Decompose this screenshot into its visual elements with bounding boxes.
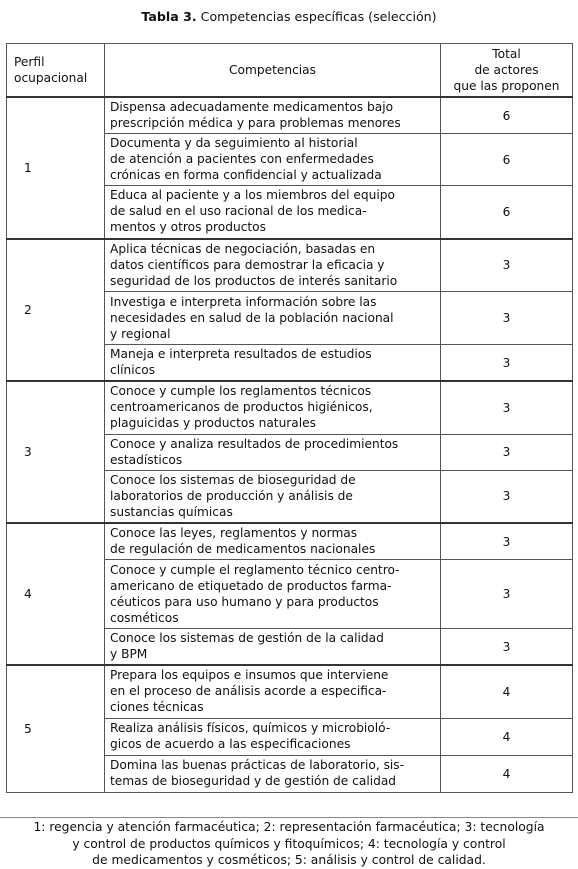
- perfil-cell: 1: [7, 97, 105, 239]
- competencia-cell: Conoce y cumple el reglamento técnico centro- americano de etiquetado de productos farma- céuticos para uso humano y para productos cosméticos: [105, 560, 441, 629]
- total-cell: 3: [441, 345, 573, 382]
- total-cell: 6: [441, 186, 573, 239]
- total-cell: 4: [441, 665, 573, 718]
- table-row: [7, 97, 573, 134]
- header-perfil: Perfil ocupacional: [7, 44, 105, 98]
- total-cell: 3: [441, 239, 573, 292]
- total-cell: 6: [441, 134, 573, 186]
- competencia-cell: Investiga e interpreta información sobre las necesidades en salud de la población nacional y regional: [105, 292, 441, 345]
- table-row: [7, 523, 573, 560]
- total-cell: 3: [441, 523, 573, 560]
- competencia-cell: Conoce los sistemas de bioseguridad de laboratorios de producción y análisis de sustancias químicas: [105, 470, 441, 523]
- competencia-cell: Conoce las leyes, reglamentos y normas de regulación de medicamentos nacionales: [105, 523, 441, 560]
- competencia-cell: Dispensa adecuadamente medicamentos bajo prescripción médica y para problemas menores: [105, 97, 441, 134]
- perfil-cell: 2: [7, 239, 105, 382]
- competencia-cell: Prepara los equipos e insumos que interviene en el proceso de análisis acorde a especifica- ciones técnicas: [105, 665, 441, 718]
- competencia-cell: Domina las buenas prácticas de laboratorio, sis- temas de bioseguridad y de gestión de calidad: [105, 755, 441, 792]
- header-total: Total de actores que las proponen: [441, 44, 573, 98]
- competencias-table: [6, 43, 573, 793]
- total-cell: 4: [441, 718, 573, 755]
- header-row: [7, 44, 573, 98]
- total-cell: 3: [441, 629, 573, 666]
- competencia-cell: Realiza análisis físicos, químicos y microbioló- gicos de acuerdo a las especificaciones: [105, 718, 441, 755]
- header-competencias: Competencias: [105, 44, 441, 98]
- perfil-cell: 3: [7, 381, 105, 523]
- total-cell: 4: [441, 755, 573, 792]
- total-cell: 3: [441, 381, 573, 434]
- table-row: [7, 239, 573, 292]
- table-row: [7, 381, 573, 434]
- competencia-cell: Maneja e interpreta resultados de estudios clínicos: [105, 345, 441, 382]
- competencia-cell: Educa al paciente y a los miembros del equipo de salud en el uso racional de los medica- mentos y otros productos: [105, 186, 441, 239]
- perfil-cell: 4: [7, 523, 105, 665]
- table-row: [7, 665, 573, 718]
- total-cell: 3: [441, 560, 573, 629]
- competencia-cell: Documenta y da seguimiento al historial de atención a pacientes con enfermedades crónicas en forma confidencial y actualizada: [105, 134, 441, 186]
- competencia-cell: Conoce y cumple los reglamentos técnicos centroamericanos de productos higiénicos, plaguicidas y productos naturales: [105, 381, 441, 434]
- caption-label: Tabla 3.: [141, 9, 197, 24]
- total-cell: 3: [441, 292, 573, 345]
- total-cell: 3: [441, 470, 573, 523]
- total-cell: 6: [441, 97, 573, 134]
- competencia-cell: Conoce y analiza resultados de procedimientos estadísticos: [105, 434, 441, 470]
- footnote: 1: regencia y atención farmacéutica; 2: representación farmacéutica; 3: tecnología y control de productos químicos y fitoquímicos; 4: tecnología y control de medicamentos y cosméticos; 5: análisis y control de calidad.: [0, 817, 578, 869]
- competencia-cell: Aplica técnicas de negociación, basadas en datos científicos para demostrar la eficacia y seguridad de los productos de interés sanitario: [105, 239, 441, 292]
- total-cell: 3: [441, 434, 573, 470]
- table-caption: [0, 9, 578, 24]
- competencia-cell: Conoce los sistemas de gestión de la calidad y BPM: [105, 629, 441, 666]
- perfil-cell: 5: [7, 665, 105, 792]
- caption-title: Competencias específicas (selección): [200, 9, 437, 24]
